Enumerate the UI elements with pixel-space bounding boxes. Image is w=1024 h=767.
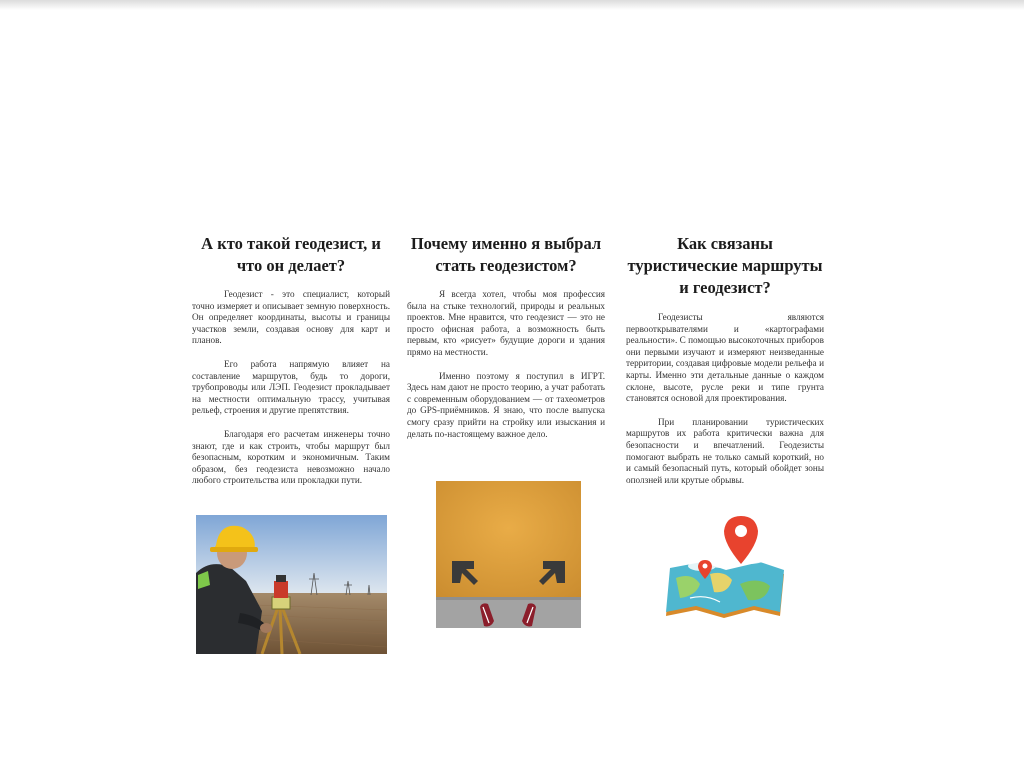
paragraph: Я всегда хотел, чтобы моя профессия была на стыке технологий, природы и реальных проектов. Мне нравится, что геодезист — это не просто офисная работа, а возможность быть первым, кто «рисует» будущие дороги и здания прямо на местности. <box>407 289 605 357</box>
column-title: Как связаны туристические маршруты и геодезист? <box>627 234 823 297</box>
column-body <box>192 289 390 487</box>
paragraph: Его работа напрямую влияет на составление маршрутов, будь то дороги, трубопроводы или ЛЭП. Геодезист прокладывает на местности оптимальную трассу, учитывая рельеф, строения и другие препятствия. <box>192 358 390 416</box>
column-title: Почему именно я выбрал стать геодезистом? <box>410 234 602 275</box>
paragraph: Геодезист - это специалист, который точно измеряет и описывает земную поверхность. Он определяет координаты, высоты и границы участков земли, создавая основу для карт и планов. <box>192 289 390 346</box>
paragraph: При планировании туристических маршрутов их работа критически важна для безопасности и впечатлений. Геодезисты помогают выбрать не только самый короткий, но и самый безопасный путь, который обойдет зоны оползней или крутые обрывы. <box>626 416 824 485</box>
paragraph: Благодаря его расчетам инженеры точно знают, где и как строить, чтобы маршрут был безопасным, коротким и экономичным. Таким образом, без геодезиста невозможно начало любого строительства или прокладки пути. <box>192 428 390 486</box>
column-body <box>407 289 605 440</box>
slide-top-shadow <box>0 0 1024 10</box>
column-why-chose-surveying <box>407 233 605 452</box>
column-who-is-surveyor <box>192 233 390 499</box>
map-pin-illustration <box>662 514 788 626</box>
surveyor-photo <box>196 515 387 654</box>
crossroads-arrows-illustration <box>436 481 581 628</box>
paragraph: Именно поэтому я поступил в ИГРТ. Здесь нам дают не просто теорию, а учат работать с современным оборудованием — от тахеометров до GPS-приёмников. Я знаю, что после выпуска смогу сразу прийти на стройку или изыскания и делать по-настоящему важное дело. <box>407 370 605 439</box>
column-title: А кто такой геодезист, и что он делает? <box>201 234 381 275</box>
crossroads-arrows-photo <box>436 481 581 628</box>
paragraph: Геодезисты являются первооткрывателями и «картографами реальности». С помощью высокоточных приборов они первыми изучают и измеряют неизведанные территории, создавая цифровые модели рельефа и карты. Именно эти детальные данные о каждом склоне, высоте, русле реки и типе грунта становятся основой для проектирования. <box>626 312 824 404</box>
map-pin-graphic <box>662 514 788 626</box>
surveyor-photo-illustration <box>196 515 387 654</box>
column-tourist-routes <box>622 233 828 498</box>
column-body <box>622 312 828 486</box>
